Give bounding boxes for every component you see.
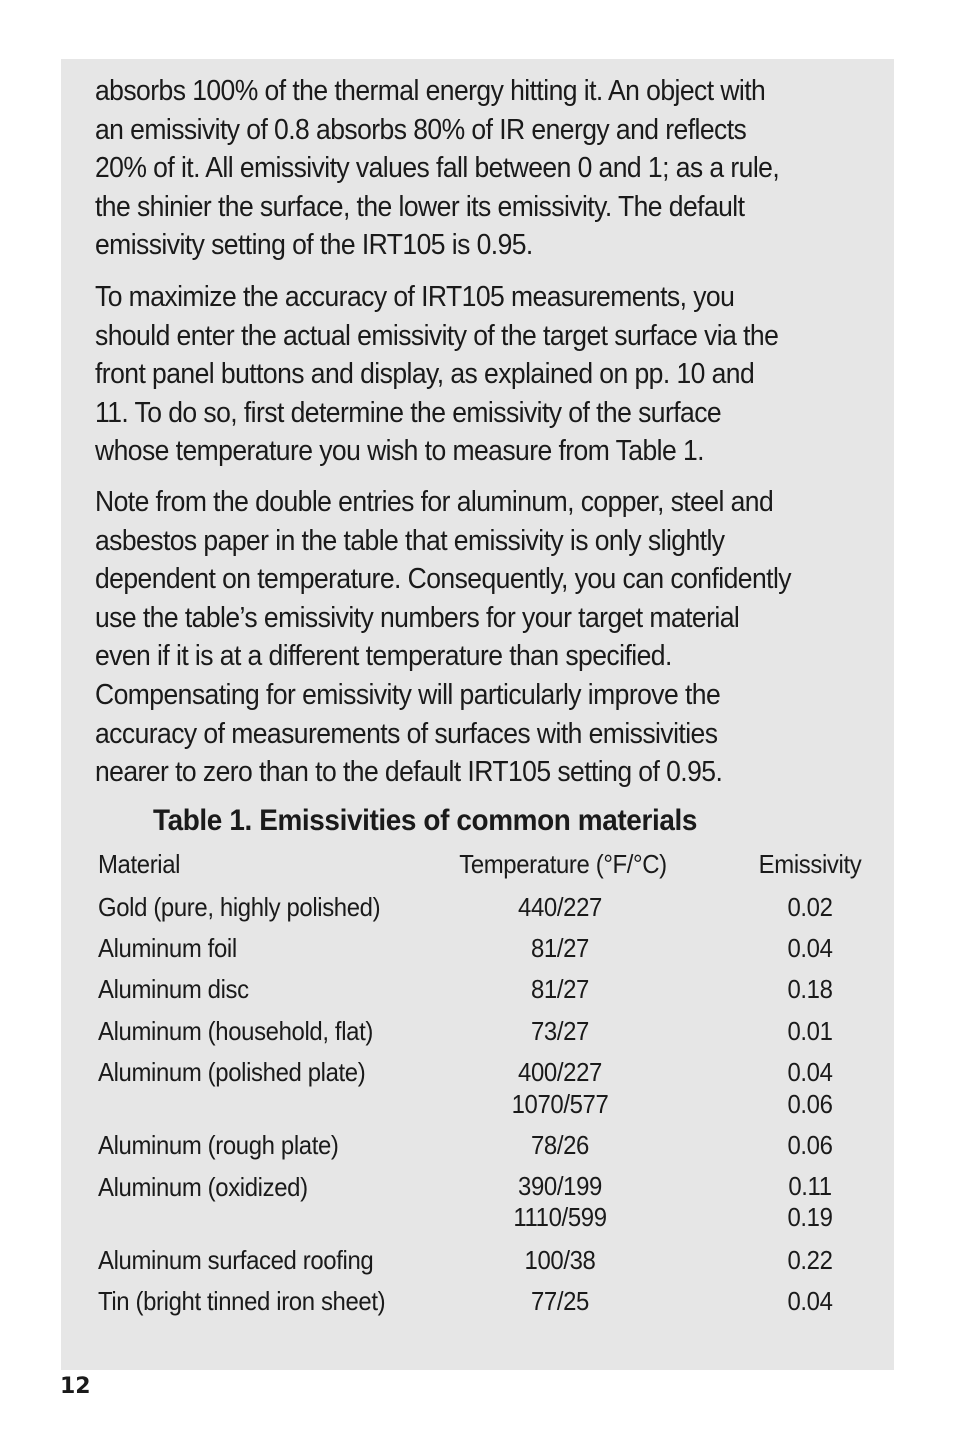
cell-material: Gold (pure, highly polished) (98, 892, 381, 922)
cell-emissivity: 0.06 (787, 1130, 833, 1160)
cell-material: Aluminum foil (98, 933, 237, 963)
page-number: 12 (60, 1374, 91, 1399)
cell-temperature: 78/26 (530, 1130, 590, 1160)
cell-material: Aluminum (rough plate) (98, 1130, 339, 1160)
cell-temperature: 100/38 (524, 1245, 596, 1275)
paragraph-emissivity-intro: absorbs 100% of the thermal energy hitting it. An object with an emissivity of 0.8 absorbs 80% of IR energy and reflects 20% of it. All emissivity values fall between 0 and 1; as a rule, the shinier the surface, the lower its emissivity. The default emissivity setting of the IRT105 is 0.95. (95, 75, 780, 262)
cell-material: Aluminum (household, flat) (98, 1016, 373, 1046)
cell-emissivity: 0.04 0.06 (787, 1057, 833, 1119)
paragraph-temperature-dependence: Note from the double entries for aluminum, copper, steel and asbestos paper in the table that emissivity is only slightly dependent on temperature. Consequently, you can confidently use the table’s emissivity numbers for your target material even if it is at a different temperature than specified. Compensating for emissivity will particularly improve the accuracy of measurements of surfaces with emissivities nearer to zero than to the default IRT105 setting of 0.95. (95, 486, 791, 789)
cell-temperature: 400/227 1070/577 (511, 1057, 609, 1119)
cell-emissivity: 0.01 (787, 1016, 833, 1046)
cell-temperature: 440/227 (518, 892, 602, 922)
cell-material: Aluminum surfaced roofing (98, 1245, 374, 1275)
cell-temperature: 81/27 (530, 933, 590, 963)
cell-material: Aluminum (polished plate) (98, 1057, 366, 1087)
paragraph-accuracy: To maximize the accuracy of IRT105 measurements, you should enter the actual emissivity of the target surface via the front panel buttons and display, as explained on pp. 10 and 11. To do so, first determine the emissivity of the surface whose temperature you wish to measure from Table 1. (95, 281, 779, 468)
cell-material: Tin (bright tinned iron sheet) (98, 1286, 386, 1316)
cell-emissivity: 0.22 (787, 1245, 833, 1275)
cell-temperature: 73/27 (530, 1016, 590, 1046)
cell-emissivity: 0.18 (787, 974, 833, 1004)
cell-emissivity: 0.04 (787, 933, 833, 963)
cell-material: Aluminum disc (98, 974, 249, 1004)
header-temperature: Temperature (°F/°C) (459, 849, 667, 879)
table-title: Table 1. Emissivities of common materials (153, 804, 697, 837)
cell-temperature: 77/25 (530, 1286, 590, 1316)
cell-emissivity: 0.02 (787, 892, 833, 922)
cell-temperature: 81/27 (530, 974, 590, 1004)
header-emissivity: Emissivity (758, 849, 862, 879)
cell-emissivity: 0.04 (787, 1286, 833, 1316)
header-material: Material (98, 849, 181, 879)
cell-emissivity: 0.11 0.19 (787, 1171, 833, 1232)
cell-material: Aluminum (oxidized) (98, 1172, 308, 1202)
cell-temperature: 390/199 1110/599 (513, 1171, 607, 1232)
